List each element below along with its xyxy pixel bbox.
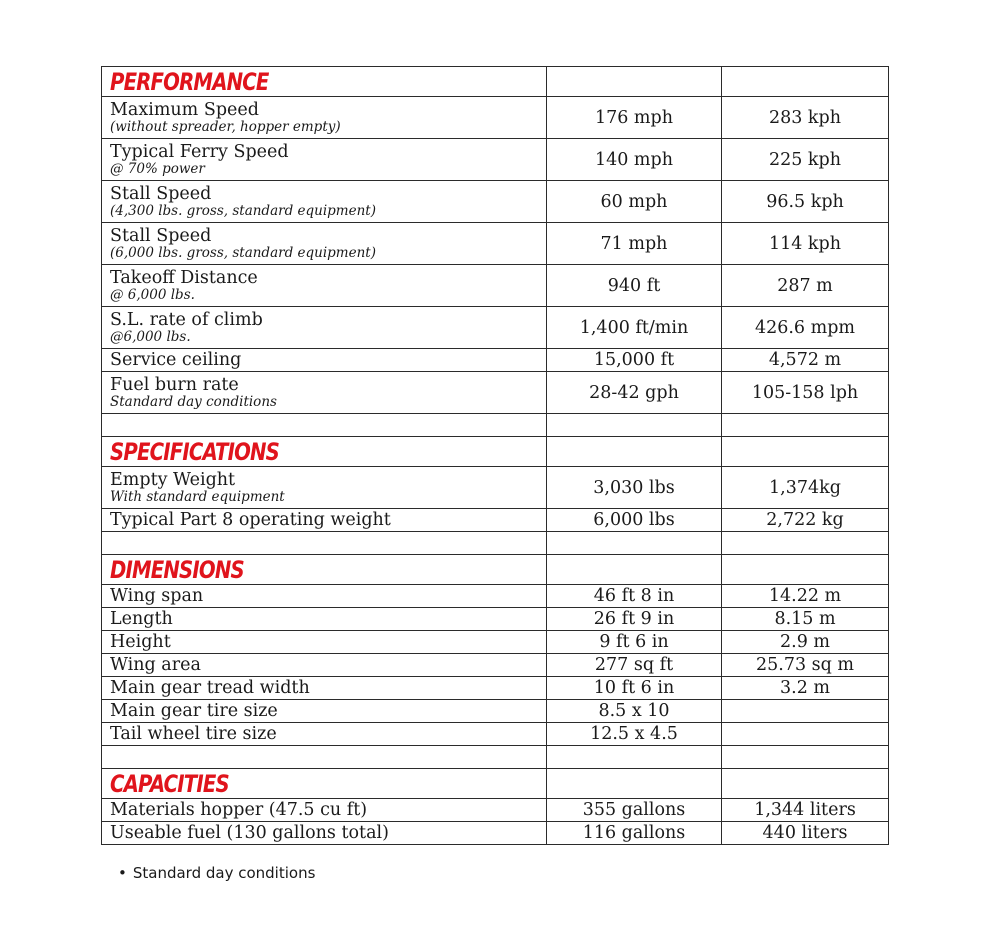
empty-cell xyxy=(547,414,722,437)
empty-cell xyxy=(102,532,547,555)
spec-label-cell xyxy=(102,372,547,414)
spec-row xyxy=(102,799,889,822)
spec-label: Stall Speed xyxy=(110,184,212,204)
spec-label: Materials hopper (47.5 cu ft) xyxy=(110,800,368,820)
spec-label-cell xyxy=(102,139,547,181)
spec-row xyxy=(102,223,889,265)
spec-label-cell xyxy=(102,223,547,265)
metric-value: 287 m xyxy=(722,265,889,307)
spec-row xyxy=(102,139,889,181)
metric-value: 225 kph xyxy=(722,139,889,181)
spec-label: S.L. rate of climb xyxy=(110,310,263,330)
spec-sublabel: With standard equipment xyxy=(110,489,285,505)
imperial-value: 8.5 x 10 xyxy=(547,700,722,723)
imperial-value: 355 gallons xyxy=(547,799,722,822)
spec-label: Takeoff Distance xyxy=(110,268,258,288)
empty-cell xyxy=(547,555,722,585)
spec-label: Tail wheel tire size xyxy=(110,724,277,744)
section-title: CAPACITIES xyxy=(110,769,229,798)
metric-value: 105-158 lph xyxy=(722,372,889,414)
spec-label-cell xyxy=(102,307,547,349)
spec-sheet xyxy=(101,66,888,845)
spec-row xyxy=(102,467,889,509)
spec-label: Wing area xyxy=(110,655,201,675)
spec-row xyxy=(102,700,889,723)
spec-label-cell xyxy=(102,654,547,677)
metric-value: 283 kph xyxy=(722,97,889,139)
empty-cell xyxy=(102,414,547,437)
spec-label: Typical Ferry Speed xyxy=(110,142,289,162)
spec-label: Main gear tire size xyxy=(110,701,278,721)
spec-label-cell xyxy=(102,509,547,532)
metric-value: 114 kph xyxy=(722,223,889,265)
spec-sublabel: (6,000 lbs. gross, standard equipment) xyxy=(110,245,376,261)
spec-label-cell xyxy=(102,700,547,723)
section-header-row xyxy=(102,67,889,97)
spacer-row xyxy=(102,746,889,769)
metric-value: 2,722 kg xyxy=(722,509,889,532)
metric-value: 4,572 m xyxy=(722,349,889,372)
spec-row xyxy=(102,723,889,746)
spec-row xyxy=(102,265,889,307)
empty-cell xyxy=(547,532,722,555)
spec-row xyxy=(102,97,889,139)
spec-label: Typical Part 8 operating weight xyxy=(110,510,391,530)
spec-sublabel: (4,300 lbs. gross, standard equipment) xyxy=(110,203,376,219)
spec-label-cell xyxy=(102,631,547,654)
spec-label-cell xyxy=(102,97,547,139)
bullet-icon: • xyxy=(118,864,127,882)
imperial-value: 10 ft 6 in xyxy=(547,677,722,700)
metric-value: 426.6 mpm xyxy=(722,307,889,349)
spec-label-cell xyxy=(102,265,547,307)
spec-row xyxy=(102,509,889,532)
spec-row xyxy=(102,608,889,631)
spec-row xyxy=(102,307,889,349)
imperial-value: 277 sq ft xyxy=(547,654,722,677)
spec-label: Maximum Speed xyxy=(110,100,259,120)
metric-value: 14.22 m xyxy=(722,585,889,608)
section-header-cell xyxy=(102,555,547,585)
spec-label: Wing span xyxy=(110,586,204,606)
imperial-value: 71 mph xyxy=(547,223,722,265)
spacer-row xyxy=(102,414,889,437)
spec-label-cell xyxy=(102,723,547,746)
metric-value xyxy=(722,700,889,723)
imperial-value: 176 mph xyxy=(547,97,722,139)
spacer-row xyxy=(102,532,889,555)
metric-value: 440 liters xyxy=(722,822,889,845)
metric-value: 25.73 sq m xyxy=(722,654,889,677)
spec-label-cell xyxy=(102,349,547,372)
empty-cell xyxy=(547,769,722,799)
imperial-value: 26 ft 9 in xyxy=(547,608,722,631)
spec-label: Service ceiling xyxy=(110,350,242,370)
spec-label: Main gear tread width xyxy=(110,678,310,698)
imperial-value: 940 ft xyxy=(547,265,722,307)
spec-label-cell xyxy=(102,799,547,822)
section-header-row xyxy=(102,555,889,585)
spec-sublabel: @6,000 lbs. xyxy=(110,329,191,345)
empty-cell xyxy=(722,414,889,437)
imperial-value: 15,000 ft xyxy=(547,349,722,372)
section-header-cell xyxy=(102,769,547,799)
spec-label-cell xyxy=(102,677,547,700)
spec-label: Length xyxy=(110,609,173,629)
spec-label: Useable fuel (130 gallons total) xyxy=(110,823,389,843)
metric-value: 1,374kg xyxy=(722,467,889,509)
footnote xyxy=(118,864,315,882)
section-header-cell xyxy=(102,437,547,467)
spec-label-cell xyxy=(102,467,547,509)
spec-label: Fuel burn rate xyxy=(110,375,239,395)
spec-table xyxy=(101,66,889,845)
imperial-value: 1,400 ft/min xyxy=(547,307,722,349)
imperial-value: 28-42 gph xyxy=(547,372,722,414)
spec-sublabel: @ 70% power xyxy=(110,161,205,177)
metric-value: 8.15 m xyxy=(722,608,889,631)
spec-row xyxy=(102,822,889,845)
empty-cell xyxy=(722,532,889,555)
imperial-value: 9 ft 6 in xyxy=(547,631,722,654)
imperial-value: 60 mph xyxy=(547,181,722,223)
empty-cell xyxy=(547,437,722,467)
empty-cell xyxy=(722,437,889,467)
imperial-value: 140 mph xyxy=(547,139,722,181)
spec-row xyxy=(102,631,889,654)
empty-cell xyxy=(547,746,722,769)
footnote-text: Standard day conditions xyxy=(132,864,316,882)
spec-row xyxy=(102,585,889,608)
spec-label-cell xyxy=(102,822,547,845)
empty-cell xyxy=(547,67,722,97)
spec-row xyxy=(102,372,889,414)
section-header-row xyxy=(102,437,889,467)
section-title: DIMENSIONS xyxy=(110,555,244,584)
imperial-value: 12.5 x 4.5 xyxy=(547,723,722,746)
imperial-value: 3,030 lbs xyxy=(547,467,722,509)
section-header-cell xyxy=(102,67,547,97)
spec-row xyxy=(102,181,889,223)
spec-label-cell xyxy=(102,585,547,608)
spec-sublabel: (without spreader, hopper empty) xyxy=(110,119,341,135)
empty-cell xyxy=(722,769,889,799)
spec-sublabel: @ 6,000 lbs. xyxy=(110,287,195,303)
metric-value: 3.2 m xyxy=(722,677,889,700)
metric-value: 2.9 m xyxy=(722,631,889,654)
section-title: SPECIFICATIONS xyxy=(110,437,280,466)
spec-label: Empty Weight xyxy=(110,470,236,490)
imperial-value: 116 gallons xyxy=(547,822,722,845)
spec-label-cell xyxy=(102,608,547,631)
metric-value: 96.5 kph xyxy=(722,181,889,223)
empty-cell xyxy=(722,555,889,585)
metric-value: 1,344 liters xyxy=(722,799,889,822)
spec-row xyxy=(102,654,889,677)
empty-cell xyxy=(722,746,889,769)
empty-cell xyxy=(102,746,547,769)
section-title: PERFORMANCE xyxy=(110,67,269,96)
spec-sublabel: Standard day conditions xyxy=(110,394,277,410)
spec-row xyxy=(102,677,889,700)
imperial-value: 46 ft 8 in xyxy=(547,585,722,608)
empty-cell xyxy=(722,67,889,97)
spec-label: Height xyxy=(110,632,171,652)
spec-row xyxy=(102,349,889,372)
spec-label-cell xyxy=(102,181,547,223)
section-header-row xyxy=(102,769,889,799)
spec-table-body xyxy=(102,67,889,845)
imperial-value: 6,000 lbs xyxy=(547,509,722,532)
metric-value xyxy=(722,723,889,746)
spec-label: Stall Speed xyxy=(110,226,212,246)
